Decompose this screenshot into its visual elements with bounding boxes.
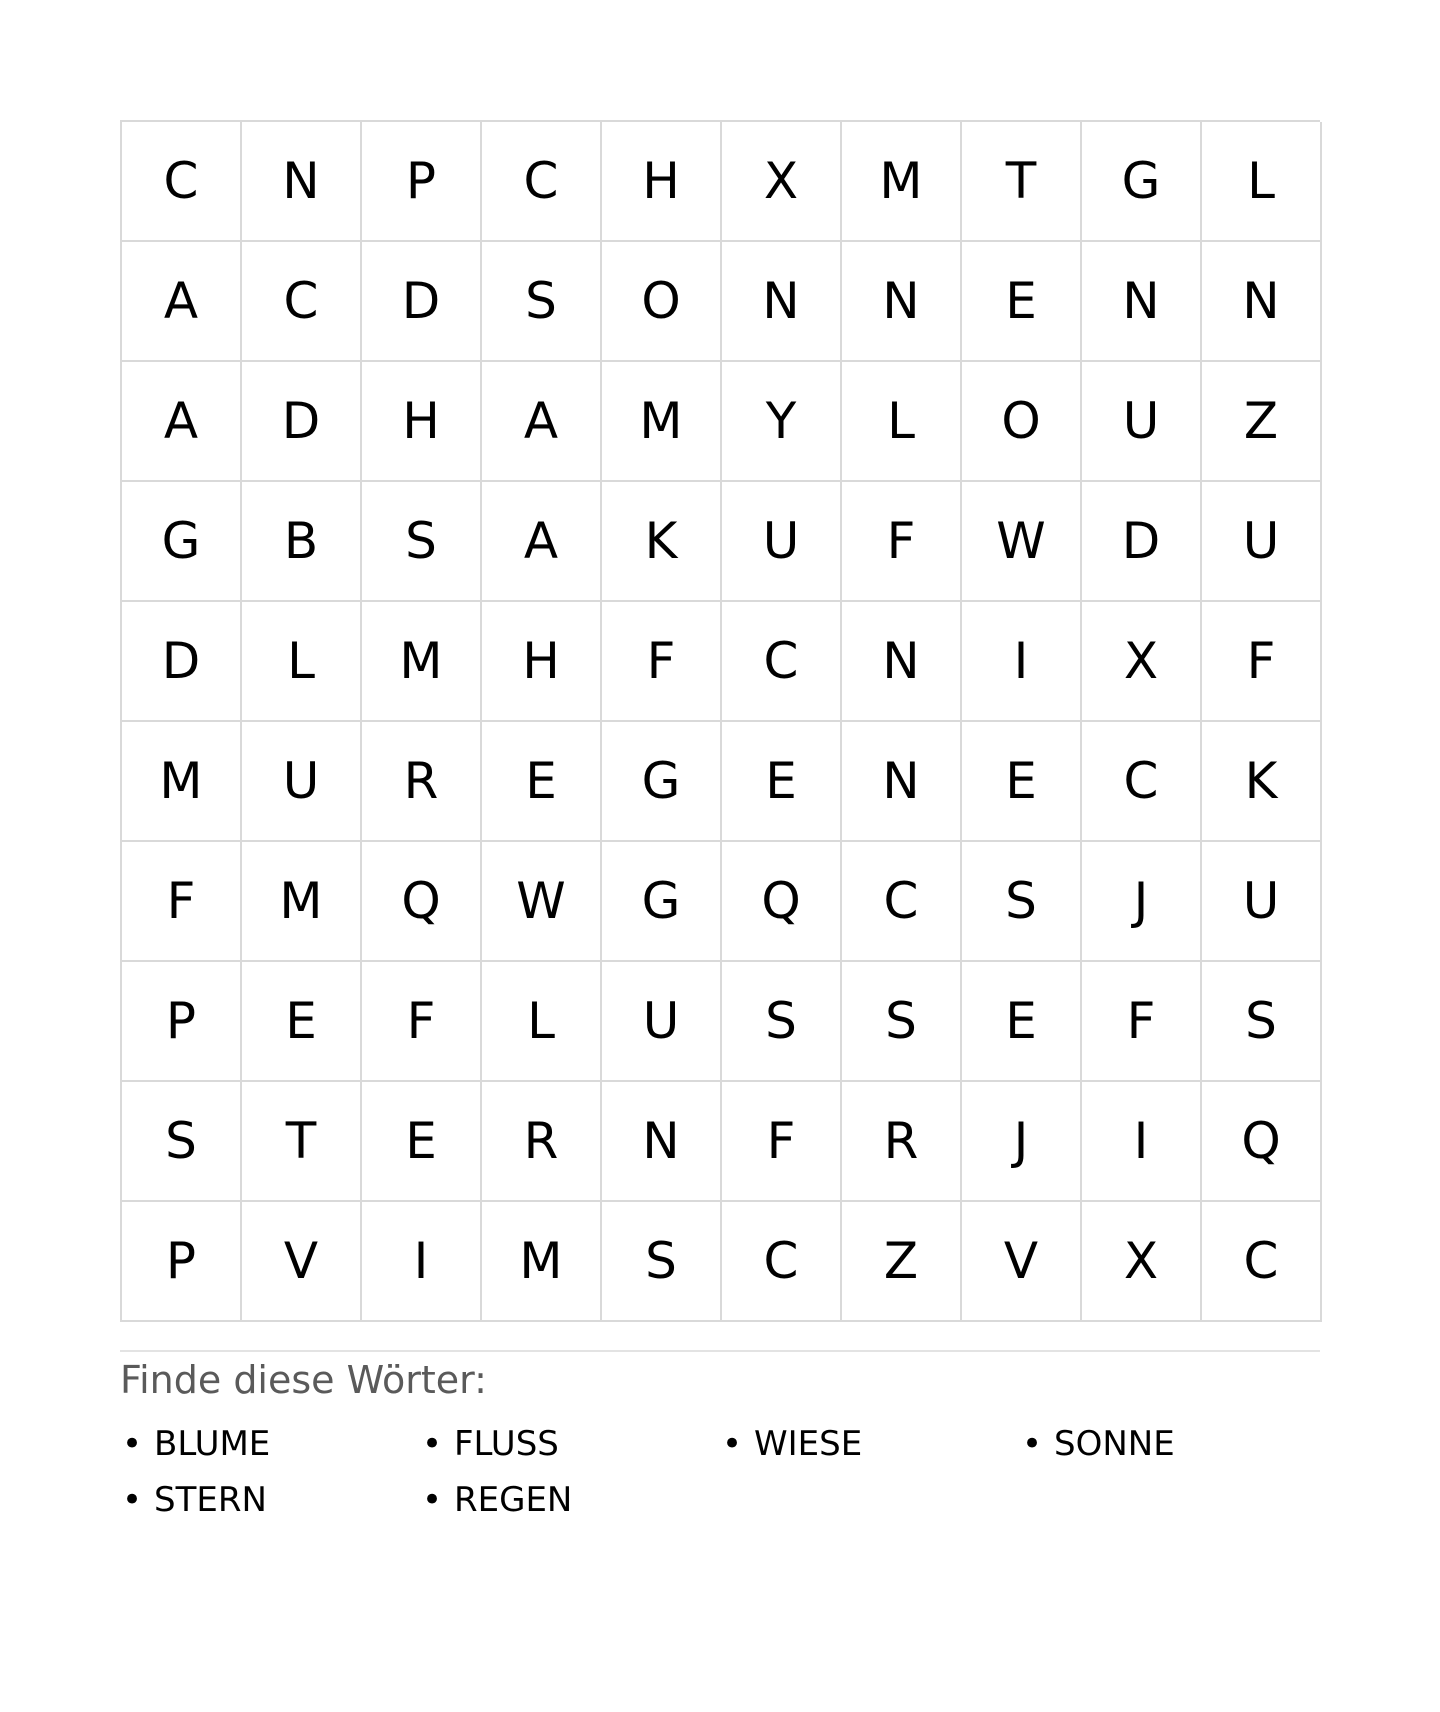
- grid-cell[interactable]: E: [962, 722, 1082, 842]
- grid-cell[interactable]: Z: [842, 1202, 962, 1322]
- grid-cell[interactable]: X: [1082, 1202, 1202, 1322]
- grid-cell[interactable]: Q: [362, 842, 482, 962]
- grid-cell[interactable]: A: [122, 242, 242, 362]
- grid-cell[interactable]: N: [1082, 242, 1202, 362]
- grid-cell[interactable]: G: [1082, 122, 1202, 242]
- grid-cell[interactable]: S: [362, 482, 482, 602]
- grid-cell[interactable]: E: [962, 962, 1082, 1082]
- grid-cell[interactable]: Y: [722, 362, 842, 482]
- grid-cell[interactable]: R: [362, 722, 482, 842]
- grid-cell[interactable]: U: [602, 962, 722, 1082]
- grid-cell[interactable]: H: [482, 602, 602, 722]
- grid-cell[interactable]: N: [842, 602, 962, 722]
- grid-cell[interactable]: C: [242, 242, 362, 362]
- grid-cell[interactable]: X: [722, 122, 842, 242]
- grid-cell[interactable]: E: [722, 722, 842, 842]
- grid-cell[interactable]: O: [962, 362, 1082, 482]
- grid-cell[interactable]: D: [1082, 482, 1202, 602]
- grid-cell[interactable]: A: [122, 362, 242, 482]
- grid-cell[interactable]: S: [1202, 962, 1322, 1082]
- grid-cell[interactable]: U: [722, 482, 842, 602]
- grid-cell[interactable]: M: [482, 1202, 602, 1322]
- grid-cell[interactable]: L: [482, 962, 602, 1082]
- bullet-icon: •: [122, 1480, 143, 1520]
- grid-cell[interactable]: C: [722, 602, 842, 722]
- grid-cell[interactable]: J: [962, 1082, 1082, 1202]
- grid-cell[interactable]: F: [1082, 962, 1202, 1082]
- grid-cell[interactable]: M: [602, 362, 722, 482]
- grid-cell[interactable]: M: [122, 722, 242, 842]
- grid-cell[interactable]: V: [962, 1202, 1082, 1322]
- grid-cell[interactable]: S: [842, 962, 962, 1082]
- grid-cell[interactable]: X: [1082, 602, 1202, 722]
- grid-cell[interactable]: G: [602, 722, 722, 842]
- word-search-puzzle: [120, 120, 1320, 1528]
- divider: [120, 1350, 1320, 1352]
- grid-cell[interactable]: D: [242, 362, 362, 482]
- grid-cell[interactable]: U: [242, 722, 362, 842]
- word-list-item: [1020, 1416, 1320, 1472]
- grid-cell[interactable]: N: [602, 1082, 722, 1202]
- grid-cell[interactable]: L: [842, 362, 962, 482]
- word-label: SONNE: [1054, 1424, 1175, 1464]
- grid-cell[interactable]: C: [1202, 1202, 1322, 1322]
- grid-cell[interactable]: N: [842, 722, 962, 842]
- grid-cell[interactable]: N: [242, 122, 362, 242]
- grid-cell[interactable]: O: [602, 242, 722, 362]
- grid-cell[interactable]: I: [1082, 1082, 1202, 1202]
- grid-cell[interactable]: E: [362, 1082, 482, 1202]
- grid-cell[interactable]: C: [482, 122, 602, 242]
- grid-cell[interactable]: R: [482, 1082, 602, 1202]
- grid-cell[interactable]: F: [1202, 602, 1322, 722]
- grid-cell[interactable]: U: [1082, 362, 1202, 482]
- word-list-item: [420, 1416, 720, 1472]
- word-list: [120, 1416, 1320, 1528]
- grid-cell[interactable]: Z: [1202, 362, 1322, 482]
- grid-cell[interactable]: A: [482, 362, 602, 482]
- grid-cell[interactable]: M: [362, 602, 482, 722]
- grid-cell[interactable]: Q: [722, 842, 842, 962]
- word-label: BLUME: [154, 1424, 271, 1464]
- bullet-icon: •: [422, 1480, 443, 1520]
- grid-cell[interactable]: N: [1202, 242, 1322, 362]
- grid-cell[interactable]: S: [722, 962, 842, 1082]
- grid-cell[interactable]: B: [242, 482, 362, 602]
- word-list-item: [720, 1416, 1020, 1472]
- word-label: REGEN: [454, 1480, 573, 1520]
- grid-cell[interactable]: E: [242, 962, 362, 1082]
- grid-cell[interactable]: M: [842, 122, 962, 242]
- grid-cell[interactable]: C: [1082, 722, 1202, 842]
- grid-cell[interactable]: F: [122, 842, 242, 962]
- grid-cell[interactable]: S: [962, 842, 1082, 962]
- grid-cell[interactable]: I: [962, 602, 1082, 722]
- grid-cell[interactable]: G: [122, 482, 242, 602]
- grid-cell[interactable]: P: [122, 1202, 242, 1322]
- bullet-icon: •: [1022, 1424, 1043, 1464]
- grid-cell[interactable]: P: [362, 122, 482, 242]
- grid-cell[interactable]: W: [962, 482, 1082, 602]
- grid-cell[interactable]: T: [962, 122, 1082, 242]
- grid-cell[interactable]: C: [722, 1202, 842, 1322]
- bullet-icon: •: [422, 1424, 443, 1464]
- grid-cell[interactable]: K: [1202, 722, 1322, 842]
- grid-cell[interactable]: S: [122, 1082, 242, 1202]
- grid-cell[interactable]: N: [722, 242, 842, 362]
- grid-cell[interactable]: D: [362, 242, 482, 362]
- grid-cell[interactable]: C: [842, 842, 962, 962]
- word-list-item: [120, 1416, 420, 1472]
- grid-cell[interactable]: S: [482, 242, 602, 362]
- grid-cell[interactable]: A: [482, 482, 602, 602]
- grid-cell[interactable]: T: [242, 1082, 362, 1202]
- grid-cell[interactable]: H: [362, 362, 482, 482]
- letter-grid: [120, 120, 1320, 1322]
- grid-cell[interactable]: L: [242, 602, 362, 722]
- grid-cell[interactable]: Q: [1202, 1082, 1322, 1202]
- grid-cell[interactable]: S: [602, 1202, 722, 1322]
- grid-cell[interactable]: C: [122, 122, 242, 242]
- grid-cell[interactable]: V: [242, 1202, 362, 1322]
- word-label: FLUSS: [454, 1424, 559, 1464]
- grid-cell[interactable]: F: [362, 962, 482, 1082]
- grid-cell[interactable]: J: [1082, 842, 1202, 962]
- bullet-icon: •: [722, 1424, 743, 1464]
- grid-cell[interactable]: F: [722, 1082, 842, 1202]
- bullet-icon: •: [122, 1424, 143, 1464]
- grid-cell[interactable]: R: [842, 1082, 962, 1202]
- word-list-title: Finde diese Wörter:: [120, 1358, 487, 1402]
- grid-cell[interactable]: U: [1202, 842, 1322, 962]
- grid-cell[interactable]: G: [602, 842, 722, 962]
- word-list-item: [120, 1472, 420, 1528]
- grid-cell[interactable]: L: [1202, 122, 1322, 242]
- word-label: STERN: [154, 1480, 267, 1520]
- grid-cell[interactable]: U: [1202, 482, 1322, 602]
- grid-cell[interactable]: K: [602, 482, 722, 602]
- grid-cell[interactable]: F: [602, 602, 722, 722]
- word-label: WIESE: [754, 1424, 863, 1464]
- grid-cell[interactable]: N: [842, 242, 962, 362]
- grid-cell[interactable]: W: [482, 842, 602, 962]
- word-list-item: [420, 1472, 720, 1528]
- grid-cell[interactable]: F: [842, 482, 962, 602]
- grid-cell[interactable]: E: [962, 242, 1082, 362]
- grid-cell[interactable]: E: [482, 722, 602, 842]
- grid-cell[interactable]: I: [362, 1202, 482, 1322]
- grid-cell[interactable]: M: [242, 842, 362, 962]
- grid-cell[interactable]: D: [122, 602, 242, 722]
- grid-cell[interactable]: H: [602, 122, 722, 242]
- grid-cell[interactable]: P: [122, 962, 242, 1082]
